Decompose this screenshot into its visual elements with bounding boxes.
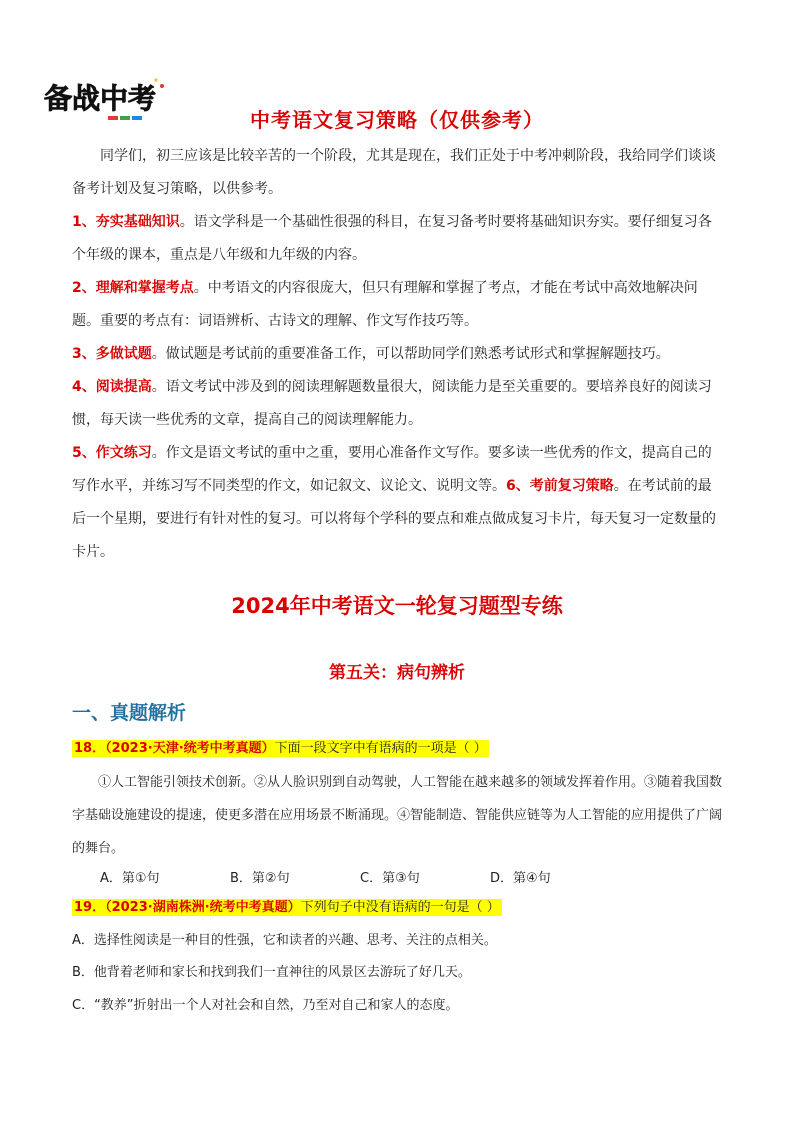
question-19 — [72, 898, 502, 918]
question-source: 18．（2023·天津·统考中考真题） — [74, 741, 275, 756]
strategy-item-3 — [72, 338, 722, 371]
logo-text: 备战中考 — [44, 82, 157, 115]
option-d: D．第④句 — [490, 871, 551, 886]
item-text: 。语文考试中涉及到的阅读理解题数量很大，阅读能力是至关重要的。要培养良好的阅读习惯，每天读一些优秀的文章，提高自己的阅读理解能力。 — [72, 379, 712, 428]
strategy-item-1 — [72, 206, 722, 272]
exercise-title: 2024年中考语文一轮复习题型专练 — [231, 594, 563, 618]
strategy-item-4 — [72, 371, 722, 437]
item-text: 。语文学科是一个基础性很强的科目，在复习备考时要将基础知识夯实。要仔细复习各个年级的课本，重点是八年级和九年级的内容。 — [72, 214, 712, 263]
question-18-passage: ①人工智能引领技术创新。②从人脸识别到自动驾驶，人工智能在越来越多的领域发挥着作用。③随着我国数字基础设施建设的提速，使更多潜在应用场景不断涌现。④智能制造、智能供应链等为人工智能的应用提供了广阔的舞台。 — [72, 775, 723, 856]
question-source: 19．（2023·湖南株洲·统考中考真题） — [74, 900, 301, 915]
strategy-title: 中考语文复习策略（仅供参考） — [250, 108, 544, 132]
item-keyword: 考前复习策略 — [529, 478, 614, 494]
item-text: 。做试题是考试前的重要准备工作，可以帮助同学们熟悉考试形式和掌握解题技巧。 — [151, 346, 670, 362]
question-text: 下列句子中没有语病的一句是（ ） — [300, 900, 500, 915]
item-text: 。在考试前的最后一个星期，要进行有针对性的复习。可以将每个学科的要点和难点做成复习卡片，每天复习一定数量的卡片。 — [72, 478, 716, 560]
item-keyword: 阅读提高 — [95, 379, 152, 395]
item-number: 6、 — [506, 478, 530, 494]
question-18 — [72, 739, 489, 759]
option-c: C．“教养”折射出一个人对社会和自然，乃至对自己和家人的态度。 — [72, 998, 459, 1013]
item-keyword: 理解和掌握考点 — [95, 280, 194, 296]
option-a: A．第①句 — [100, 871, 160, 886]
strategy-intro: 同学们，初三应该是比较辛苦的一个阶段，尤其是现在，我们正处于中考冲刺阶段，我给同学们谈谈备考计划及复习策略，以供参考。 — [72, 148, 716, 197]
item-number: 2、 — [72, 280, 96, 296]
item-keyword: 夯实基础知识 — [95, 214, 180, 230]
item-number: 4、 — [72, 379, 96, 395]
strategy-item-5-6 — [72, 437, 722, 569]
strategy-body — [72, 140, 722, 569]
item-keyword: 多做试题 — [95, 346, 152, 362]
section-heading: 一、真题解析 — [72, 702, 187, 724]
item-text: 。作文是语文考试的重中之重，要用心准备作文写作。要多读一些优秀的作文，提高自己的写作水平，并练习写不同类型的作文，如记叙文、议论文、说明文等。 — [72, 445, 712, 494]
option-b: B．他背着老师和家长和找到我们一直神往的风景区去游玩了好几天。 — [72, 965, 471, 980]
option-c: C．第③句 — [360, 871, 420, 886]
item-number: 5、 — [72, 445, 96, 461]
option-b: B．第②句 — [230, 871, 290, 886]
item-text: 。中考语文的内容很庞大，但只有理解和掌握了考点，才能在考试中高效地解决问题。重要的考点有：词语辨析、古诗文的理解、作文写作技巧等。 — [72, 280, 698, 329]
item-keyword: 作文练习 — [95, 445, 152, 461]
question-stem — [72, 899, 502, 916]
question-stem — [72, 740, 489, 757]
item-number: 3、 — [72, 346, 96, 362]
strategy-item-2 — [72, 272, 722, 338]
option-a: A．选择性阅读是一种目的性强，它和读者的兴趣、思考、关注的点相关。 — [72, 933, 497, 948]
item-number: 1、 — [72, 214, 96, 230]
question-text: 下面一段文字中有语病的一项是（ ） — [274, 741, 487, 756]
question-18-options — [100, 867, 620, 886]
exercise-subtitle: 第五关：病句辨析 — [329, 663, 465, 683]
